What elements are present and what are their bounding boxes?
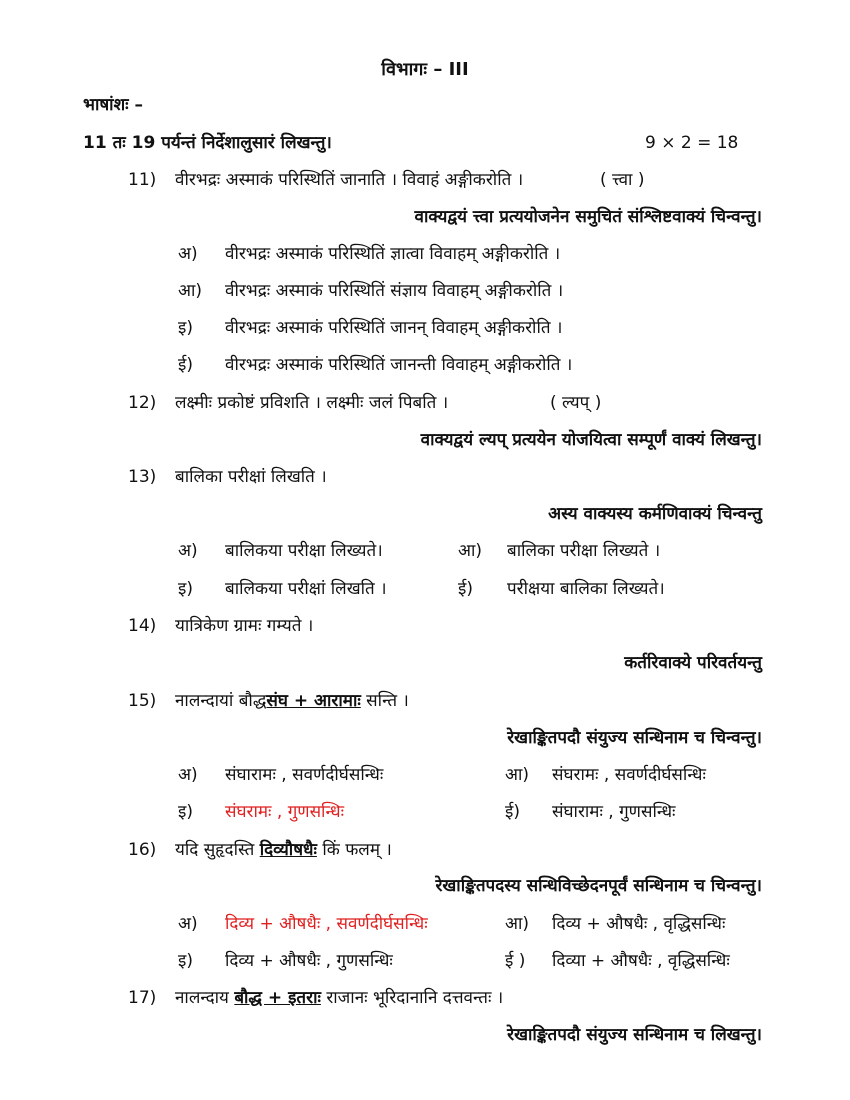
q16-number: 16)	[128, 840, 157, 860]
section-title: विभागः – III	[381, 59, 469, 80]
q16-opt3-label: इ)	[178, 951, 193, 971]
part-label: भाषांशः –	[83, 95, 143, 115]
q11-opt2-label: आ)	[178, 281, 203, 301]
q14-text: यात्रिकेण ग्रामः गम्यते ।	[175, 616, 314, 636]
q11-opt1-label: अ)	[178, 244, 198, 264]
q13-opt1-text: बालिकया परीक्षा लिख्यते।	[225, 541, 383, 561]
q15-underlined-words: संघ + आरामाः	[266, 691, 361, 711]
q13-opt1-label: अ)	[178, 541, 198, 561]
q15-opt3-label: इ)	[178, 802, 193, 822]
q14-number: 14)	[128, 616, 157, 636]
q16-opt3-text: दिव्य + औषधैः , गुणसन्धिः	[225, 951, 393, 971]
q13-opt2-label: आ)	[458, 541, 483, 561]
q13-opt4-label: ई)	[458, 579, 473, 599]
q16-text	[175, 838, 392, 862]
q11-number: 11)	[128, 170, 157, 190]
q16-opt4-text: दिव्या + औषधैः , वृद्धिसन्धिः	[552, 951, 730, 971]
q15-opt2-text: संघरामः , सवर्णदीर्घसन्धिः	[552, 765, 706, 785]
q15-instruction: रेखाङ्कितपदौ संयुज्य सन्धिनाम च चिन्वन्तु।	[507, 728, 762, 748]
q13-opt3-label: इ)	[178, 579, 193, 599]
main-instruction: 11 तः 19 पर्यन्तं निर्देशालुसारं लिखन्तु।	[83, 133, 332, 153]
q11-opt4-label: ई)	[178, 355, 193, 375]
q13-opt4-text: परीक्षया बालिका लिख्यते।	[507, 579, 665, 599]
q17-text-pre: नालन्दाय	[175, 988, 235, 1008]
q12-text: लक्ष्मीः प्रकोष्टं प्रविशति । लक्ष्मीः जलं पिबति ।	[175, 393, 449, 413]
q13-opt2-text: बालिका परीक्षा लिख्यते ।	[507, 541, 661, 561]
q15-opt1-label: अ)	[178, 765, 198, 785]
q12-hint: ( ल्यप् )	[550, 393, 602, 413]
q16-underlined-word: दिव्यौषधैः	[259, 840, 317, 860]
q16-instruction: रेखाङ्कितपदस्य सन्धिविच्छेदनपूर्वं सन्धिनाम च चिन्वन्तु।	[435, 876, 762, 896]
q12-number: 12)	[128, 393, 157, 413]
q15-opt2-label: आ)	[505, 765, 530, 785]
q15-opt3-text-highlighted: संघरामः , गुणसन्धिः	[225, 802, 345, 822]
q17-underlined-words: बौद्ध + इतराः	[234, 988, 321, 1008]
q15-text	[175, 689, 409, 713]
q17-number: 17)	[128, 988, 157, 1008]
q12-instruction: वाक्यद्वयं ल्यप् प्रत्ययेन योजयित्वा सम्पूर्णं वाक्यं लिखन्तु।	[420, 430, 762, 450]
q16-opt1-text-highlighted: दिव्य + औषधैः , सवर्णदीर्घसन्धिः	[225, 914, 428, 934]
q11-instruction: वाक्यद्वयं त्त्वा प्रत्ययोजनेन समुचितं संश्लिष्टवाक्यं चिन्वन्तु।	[414, 207, 762, 227]
q15-opt1-text: संघारामः , सवर्णदीर्घसन्धिः	[225, 765, 384, 785]
q16-opt2-text: दिव्य + औषधैः , वृद्धिसन्धिः	[552, 914, 726, 934]
q16-opt4-label: ई )	[505, 951, 526, 971]
q16-opt1-label: अ)	[178, 914, 198, 934]
q11-opt2-text: वीरभद्रः अस्माकं परिस्थितिं संज्ञाय विवाहम् अङ्गीकरोति ।	[225, 281, 564, 301]
q13-instruction: अस्य वाक्यस्य कर्मणिवाक्यं चिन्वन्तु	[548, 504, 762, 524]
q14-instruction: कर्तरिवाक्ये परिवर्तयन्तु	[624, 653, 762, 673]
q11-text: वीरभद्रः अस्माकं परिस्थितिं जानाति । विवाहं अङ्गीकरोति ।	[175, 170, 524, 190]
q16-text-post: किं फलम् ।	[316, 840, 392, 860]
q17-instruction: रेखाङ्कितपदौ संयुज्य सन्धिनाम च लिखन्तु।	[507, 1025, 762, 1045]
q11-opt4-text: वीरभद्रः अस्माकं परिस्थितिं जानन्ती विवाहम् अङ्गीकरोति ।	[225, 355, 573, 375]
q11-opt3-label: इ)	[178, 318, 193, 338]
marks: 9 × 2 = 18	[645, 133, 739, 153]
q16-text-pre: यदि सुहृदस्ति	[175, 840, 260, 860]
q17-text-post: राजानः भूरिदानानि दत्तवन्तः ।	[320, 988, 504, 1008]
q17-text	[175, 986, 503, 1010]
q13-number: 13)	[128, 467, 157, 487]
q11-opt3-text: वीरभद्रः अस्माकं परिस्थितिं जानन् विवाहम् अङ्गीकरोति ।	[225, 318, 563, 338]
q15-text-post: सन्ति ।	[360, 691, 409, 711]
q13-opt3-text: बालिकया परीक्षां लिखति ।	[225, 579, 387, 599]
q15-opt4-label: ई)	[505, 802, 520, 822]
q13-text: बालिका परीक्षां लिखति ।	[175, 467, 327, 487]
q15-text-pre: नालन्दायां बौद्ध	[175, 691, 267, 711]
q11-hint: ( त्त्वा )	[600, 170, 645, 190]
q16-opt2-label: आ)	[505, 914, 530, 934]
q15-number: 15)	[128, 691, 157, 711]
q15-opt4-text: संघारामः , गुणसन्धिः	[552, 802, 676, 822]
q11-opt1-text: वीरभद्रः अस्माकं परिस्थितिं ज्ञात्वा विवाहम् अङ्गीकरोति ।	[225, 244, 561, 264]
